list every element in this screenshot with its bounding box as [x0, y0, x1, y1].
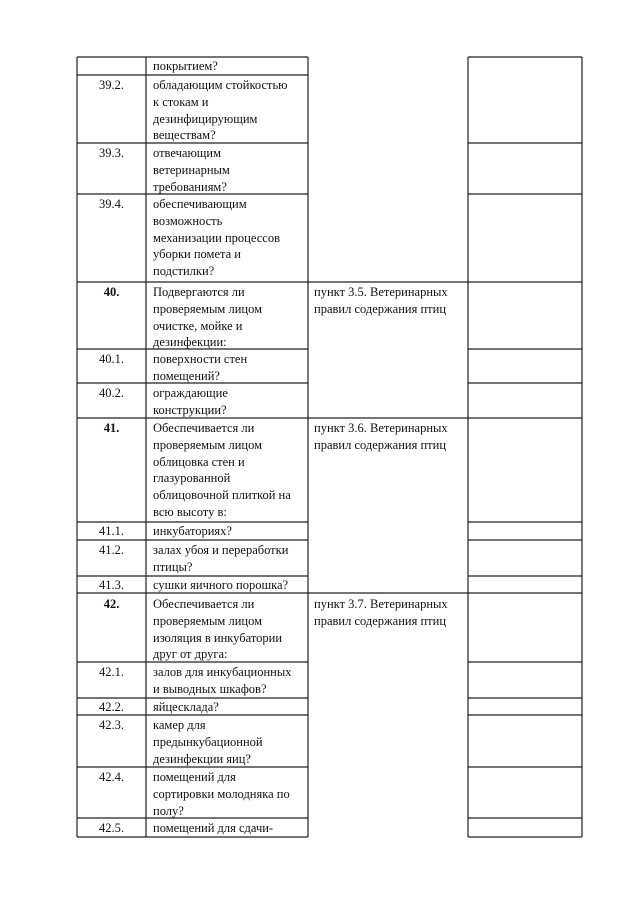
section-number: 42.: [103, 597, 120, 611]
question-cell: залов для инкубационных и выводных шкафов?: [153, 665, 292, 696]
question-cell: помещений для сортировки молодняка по полу?: [153, 770, 290, 818]
question-cell: камер для предынкубационной дезинфекции яиц?: [153, 718, 263, 766]
item-number: 39.4.: [99, 197, 124, 211]
item-number: 39.3.: [99, 146, 124, 160]
question-cell: отвечающим ветеринарным требованиям?: [153, 146, 230, 194]
item-number: 42.4.: [99, 770, 124, 784]
item-number: 42.2.: [99, 700, 124, 714]
section-number: 41.: [103, 421, 120, 435]
item-number: 42.5.: [99, 821, 124, 835]
item-number: 42.3.: [99, 718, 124, 732]
question-cell: помещений для сдачи-: [153, 821, 274, 835]
question-cell: яйцесклада?: [153, 700, 219, 714]
item-number: 41.3.: [99, 578, 124, 592]
question-cell: залах убоя и переработки птицы?: [153, 543, 289, 574]
item-number: 41.2.: [99, 543, 124, 557]
question-cell: Обеспечивается ли проверяемым лицом изоляция в инкубатории друг от друга:: [153, 597, 283, 662]
item-number: 40.1.: [99, 352, 124, 366]
question-cell: обладающим стойкостью к стокам и дезинфицирующим веществам?: [153, 78, 288, 143]
question-cell: инкубаториях?: [153, 524, 232, 538]
question-cell: поверхности стен помещений?: [153, 352, 248, 383]
question-cell: покрытием?: [153, 59, 218, 73]
question-cell: сушки яичного порошка?: [153, 578, 289, 592]
item-number: 41.1.: [99, 524, 124, 538]
question-cell: обеспечивающим возможность механизации процессов уборки помета и подстилки?: [153, 197, 280, 279]
question-cell: ограждающие конструкции?: [153, 386, 228, 417]
regulation-reference: пункт 3.5. Ветеринарных правил содержания птиц: [314, 285, 448, 316]
regulation-reference: пункт 3.7. Ветеринарных правил содержания птиц: [314, 597, 448, 628]
question-cell: Обеспечивается ли проверяемым лицом облицовка стен и глазурованной облицовочной плиткой на всю высоту в:: [153, 421, 291, 519]
section-number: 40.: [103, 285, 120, 299]
question-cell: Подвергаются ли проверяемым лицом очистке, мойке и дезинфекции:: [153, 285, 262, 350]
item-number: 39.2.: [99, 78, 124, 92]
item-number: 42.1.: [99, 665, 124, 679]
item-number: 40.2.: [99, 386, 124, 400]
regulation-reference: пункт 3.6. Ветеринарных правил содержания птиц: [314, 421, 448, 452]
